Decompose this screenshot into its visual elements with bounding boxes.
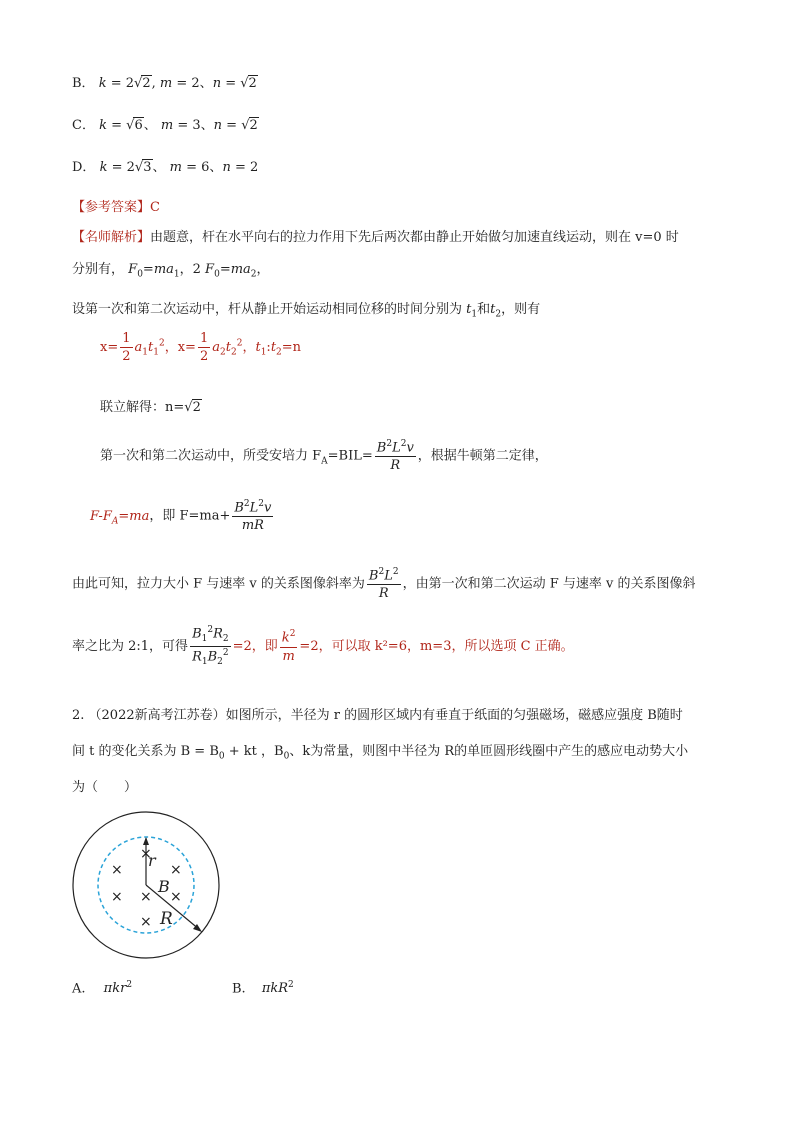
analysis-text: ，由第一次和第二次运动 F 与速率 v 的关系图像斜 [402, 576, 696, 592]
choice-b: B. πkR$^2$ [232, 980, 294, 997]
analysis-text: 率之比为 2:1，可得 [72, 638, 189, 654]
option-letter: B． [72, 76, 95, 91]
slope-line: 由此可知，拉力大小 F 与速率 v 的关系图像斜率为 $\frac{B^2L^2}{R}$ ，由第一次和第二次运动 F 与速率 v 的关系图像斜 [72, 567, 696, 602]
equation-displacement: x= $\frac{1}{2}$ $a_1t_1^2$，x= $\frac{1}{2}$ $a_2t_2^2$，$t_1:t_2=n$ [100, 331, 302, 364]
answer-value: C [150, 200, 160, 215]
radius-r-arrowhead [143, 837, 149, 845]
analysis-text: 由此可知，拉力大小 F 与速率 v 的关系图像斜率为 [72, 576, 365, 592]
question-text: + kt ，B [224, 744, 284, 759]
analysis-text: ，则有 [501, 302, 541, 317]
analysis-text: 第一次和第二次运动中，所受安培力 F [100, 448, 322, 464]
n-value: 2 [249, 160, 259, 175]
option-letter: C． [72, 118, 95, 133]
choice-letter: B. [232, 981, 246, 997]
analysis-text: =2，可以取 k²=6，m=3，所以选项 C 正确。 [299, 638, 574, 654]
field-mark: × [111, 862, 123, 878]
ratio-line: 率之比为 2:1，可得 $\frac{B_1^2R_2}{R_1B_2^2}$ =2，即 $\frac{k^2}{m}$ =2，可以取 k²=6，m=3，所以选项 C 正确。 [72, 625, 574, 667]
field-mark: × [111, 889, 123, 905]
m-value: 2 [191, 76, 200, 91]
question-text: 、k为常量，则图中半径为 R的单匝圆形线圈中产生的感应电动势大小 [289, 744, 689, 759]
analysis-text: 设第一次和第二次运动中，杆从静止开始运动相同位移的时间分别为 [72, 302, 463, 317]
field-mark: × [170, 862, 182, 878]
k-coef: 2 [126, 160, 135, 175]
field-mark: × [140, 846, 152, 862]
choice-letter: A. [72, 981, 86, 997]
analysis-text: =BIL= [327, 448, 373, 464]
analysis-text: 由题意，杆在水平向右的拉力作用下先后两次都由静止开始做匀加速直线运动，则在 v=0 时 [150, 230, 679, 245]
choice-a: A. πkr$^2$ [72, 980, 133, 997]
choice-value: πkR [261, 981, 289, 997]
label-r: r [148, 851, 156, 870]
question-text: 为（ ） [72, 780, 138, 795]
question-text: 间 t 的变化关系为 B = B [72, 744, 219, 759]
question-text: 2. （2022新高考江苏卷）如图所示，半径为 r 的圆形区域内有垂直于纸面的匀强磁场，磁感应强度 B随时 [72, 708, 683, 723]
option-b: B． k = 2 √ 2 , m = 2、n = √ 2 [72, 76, 257, 91]
option-letter: D． [72, 160, 96, 175]
newton-line: $F-F_A=ma$，即 F=ma+ $\frac{B^2L^2v}{mR}$ [90, 499, 272, 534]
label-R: R [160, 909, 173, 929]
analysis-text: 联立解得：n= [100, 400, 185, 415]
k-radicand: 6 [134, 118, 143, 133]
magnetic-field-figure [70, 808, 230, 963]
answer-label: 【参考答案】 [72, 200, 151, 215]
question2-line-3 [72, 776, 137, 795]
option-d: D． k = 2 √ 3 、 m = 6、n = 2 [72, 160, 259, 175]
k-coef: 2 [125, 76, 135, 91]
field-mark: × [140, 889, 152, 905]
m-value: 6 [201, 160, 210, 175]
analysis-text: ，根据牛顿第二定律， [417, 448, 548, 464]
analysis-text: 和 [477, 302, 491, 317]
k-radicand: 2 [142, 76, 151, 91]
answer-line [72, 196, 160, 215]
analysis-line-2: 分别有， $F_0=ma_1$，2 $F_0=ma_2$， [72, 262, 270, 280]
field-mark: × [170, 889, 182, 905]
force-line: 第一次和第二次运动中，所受安培力 $F_A=BIL=$ $\frac{B^2L^2v}{R}$ ，根据牛顿第二定律， [100, 439, 548, 474]
choice-value: πkr [103, 981, 127, 997]
analysis-label: 【名师解析】 [72, 230, 151, 245]
option-c: C． k = √ 6 、 m = 3、n = √ 2 [72, 118, 258, 133]
n-radicand: 2 [249, 118, 258, 133]
analysis-line-3: 设第一次和第二次运动中，杆从静止开始运动相同位移的时间分别为 $t_1$和$t_2$，则有 [72, 302, 541, 320]
analysis-text: 分别有， [72, 262, 125, 277]
question2-line-2: 间 t 的变化关系为 $B = B_0$ + kt ，$B_0$、k为常量，则图中半径为 R的单匝圆形线圈中产生的感应电动势大小 [72, 744, 689, 762]
m-value: 3 [192, 118, 201, 133]
n-radicand: 2 [248, 76, 257, 91]
analysis-text: =2，即 [232, 638, 278, 654]
k-radicand: 3 [143, 160, 152, 175]
field-mark: × [140, 914, 152, 930]
analysis-line-1 [72, 226, 679, 245]
label-B: B [158, 877, 170, 896]
solve-line: 联立解得：n= √ 2 [100, 400, 201, 415]
question2-line-1 [72, 704, 683, 723]
